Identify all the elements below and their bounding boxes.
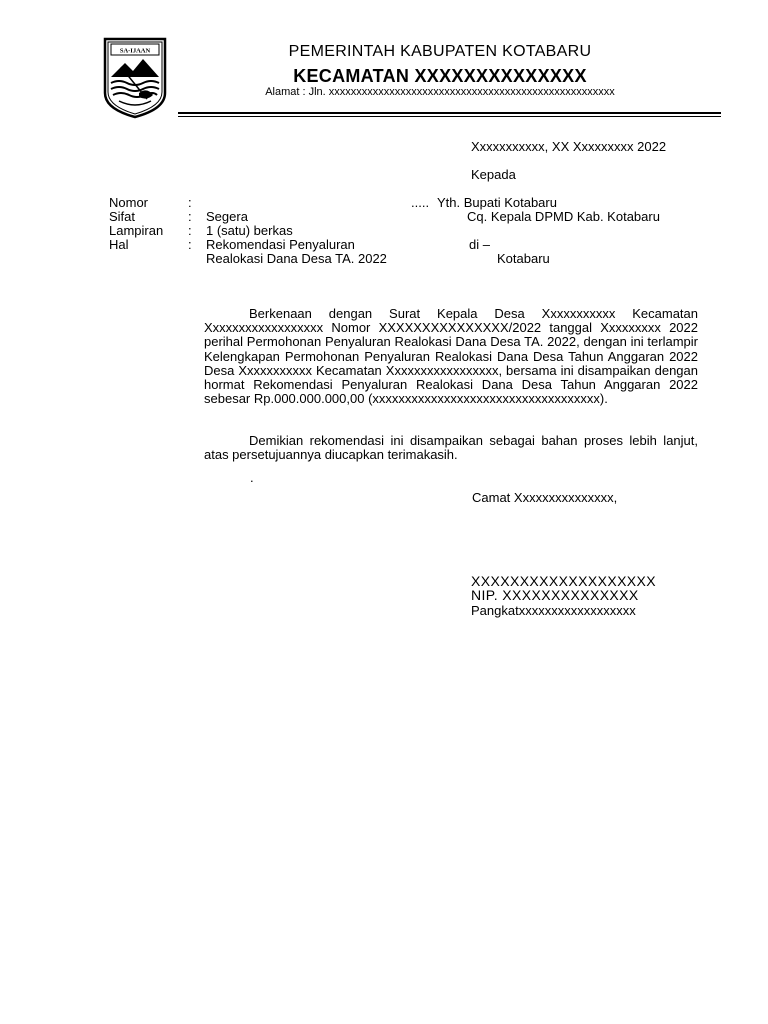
body-paragraph-2: Demikian rekomendasi ini disampaikan sebagai bahan proses lebih lanjut, atas persetujuannya diucapkan terimakasih. [204, 433, 698, 463]
logo-banner-text: SA-IJAAN [119, 47, 151, 55]
office-address: Alamat : Jln. xxxxxxxxxxxxxxxxxxxxxxxxxxxxxxxxxxxxxxxxxxxxxxxxxxxx [265, 86, 615, 98]
recipient-line-3: di – [469, 237, 490, 252]
district-name: KECAMATAN XXXXXXXXXXXXXX [293, 66, 587, 86]
body-paragraph-1: Berkenaan dengan Surat Kepala Desa Xxxxxxxxxxx Kecamatan Xxxxxxxxxxxxxxxxxx Nomor XXXXXXXXXXXXXXX/2022 tanggal Xxxxxxxxx 2022 perihal Permohonan Penyaluran Realokasi Dana Desa TA. 2022, dengan ini terlampir Kelengkapan Permohonan Penyaluran Realokasi Dana Desa Tahun Anggaran 2022 Desa Xxxxxxxxxxx Kecamatan Xxxxxxxxxxxxxxxxx, bersama ini disampaikan dengan hormat Rekomendasi Penyaluran Realokasi Dana Desa Tahun Anggaran 2022 sebesar Rp.000.000.000,00 (xxxxxxxxxxxxxxxxxxxxxxxxxxxxxxxxxxx). [204, 306, 698, 407]
regency-logo [103, 37, 167, 119]
field-sep-nomor: : [188, 195, 192, 210]
signatory-nip: NIP. XXXXXXXXXXXXXX [471, 587, 639, 603]
letterhead-divider-thin [178, 116, 721, 117]
recipient-prefix: ..... [411, 195, 430, 210]
letterhead-divider-thick [178, 112, 721, 114]
government-name: PEMERINTAH KABUPATEN KOTABARU [288, 43, 592, 60]
body-dot: . [250, 470, 254, 485]
field-sep-lampiran: : [188, 223, 192, 238]
field-value-hal-line2: Realokasi Dana Desa TA. 2022 [206, 251, 387, 266]
field-label-sifat: Sifat [109, 209, 136, 224]
recipient-line-2: Cq. Kepala DPMD Kab. Kotabaru [467, 209, 660, 224]
signatory-rank: Pangkatxxxxxxxxxxxxxxxxxx [471, 603, 636, 618]
field-value-sifat: Segera [206, 209, 248, 224]
field-sep-hal: : [188, 237, 192, 252]
field-label-lampiran: Lampiran [109, 223, 164, 238]
recipient-line-1: Yth. Bupati Kotabaru [437, 195, 557, 210]
to-label: Kepada [471, 167, 516, 182]
signatory-title: Camat Xxxxxxxxxxxxxxx, [472, 490, 618, 505]
signatory-name: XXXXXXXXXXXXXXXXXXX [471, 573, 657, 589]
recipient-line-4: Kotabaru [497, 251, 550, 266]
letter-date: Xxxxxxxxxxx, XX Xxxxxxxxx 2022 [471, 139, 667, 154]
field-label-nomor: Nomor [109, 195, 149, 210]
field-value-lampiran: 1 (satu) berkas [206, 223, 293, 238]
field-value-hal: Rekomendasi Penyaluran [206, 237, 355, 252]
field-label-hal: Hal [109, 237, 129, 252]
field-sep-sifat: : [188, 209, 192, 224]
